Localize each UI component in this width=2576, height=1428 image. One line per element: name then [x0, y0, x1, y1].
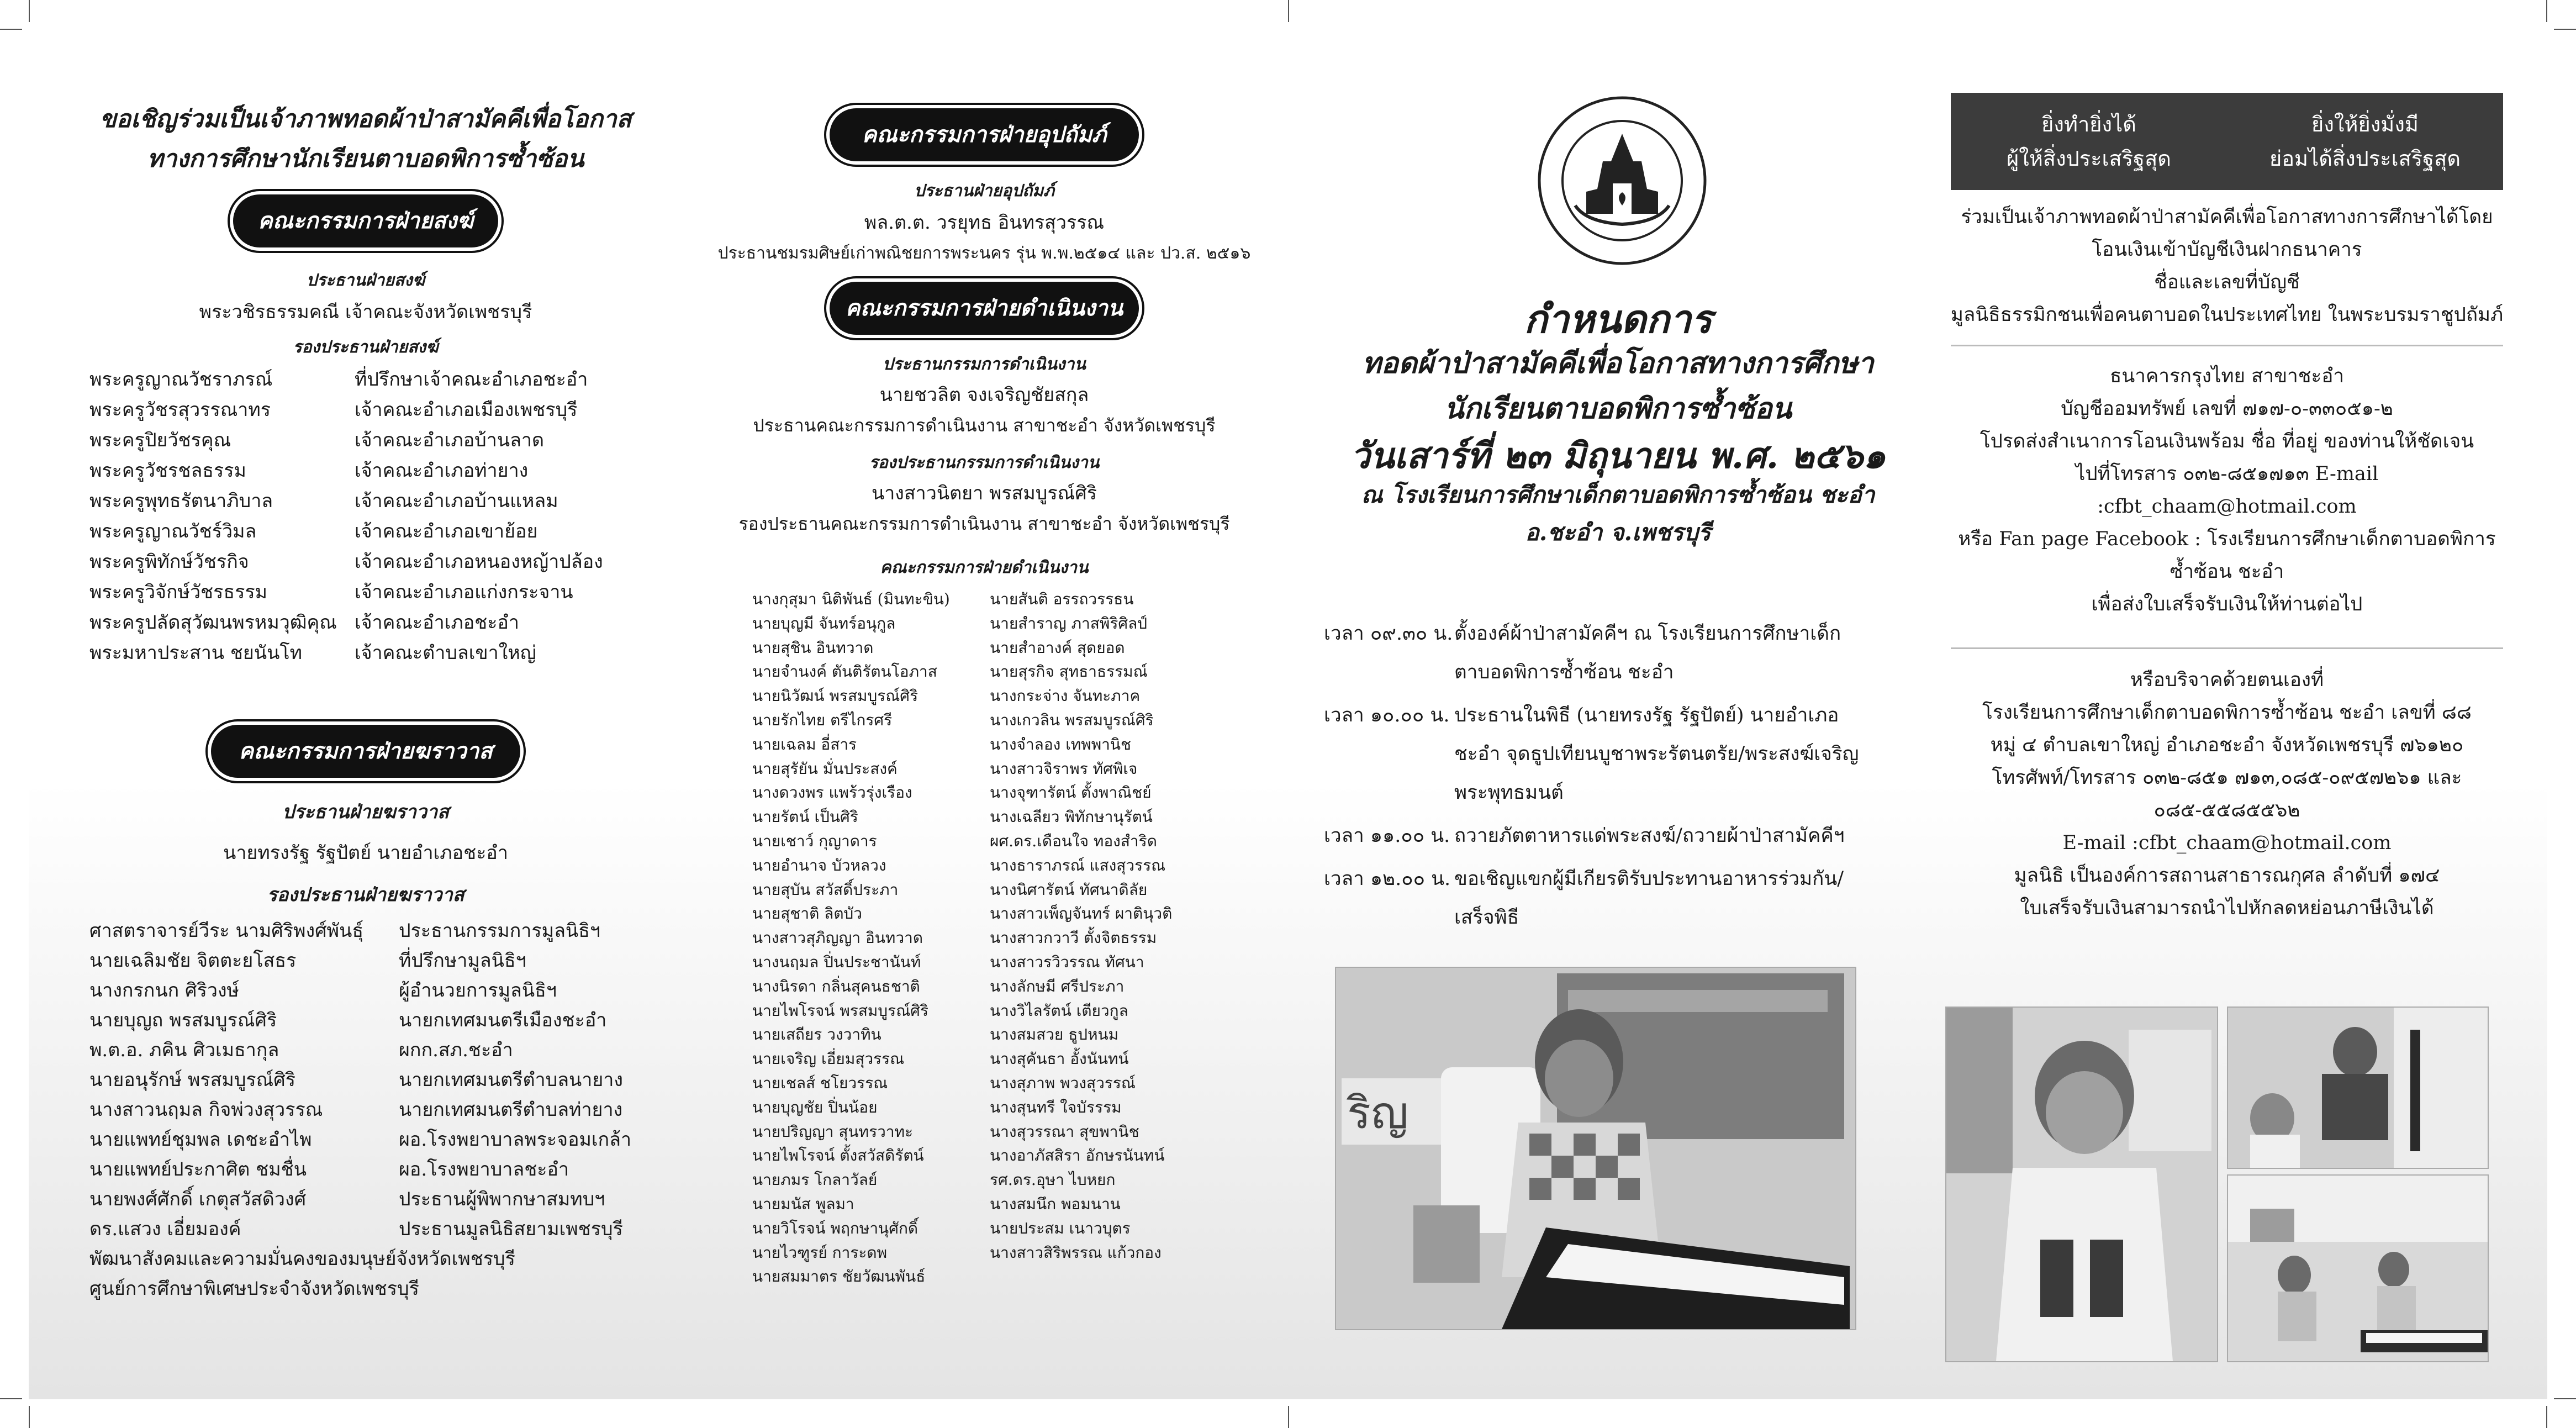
divider [1951, 345, 2503, 346]
panel-schedule [1324, 29, 1912, 1399]
lay-chair: นายทรงรัฐ รัฐปัตย์ นายอำเภอชะอำ [223, 842, 508, 864]
member-name: ผศ.ดร.เดือนใจ ทองสำริด [990, 831, 1157, 850]
list-item [89, 365, 642, 395]
motto-banner [1951, 93, 2503, 190]
invite-line: ขอเชิญร่วมเป็นเจ้าภาพทอดผ้าป่าสามัคคีเพื่อโอกาส [99, 105, 632, 133]
member-name: นายอำนาจ บัวหลวง [752, 856, 886, 874]
schedule-desc: ขอเชิญแขกผู้มีเกียรติรับประทานอาหารร่วมกัน/เสร็จพิธี [1454, 868, 1844, 929]
schedule-time: เวลา ๐๙.๓๐ น. [1324, 623, 1453, 645]
operation-vice-note: รองประธานคณะกรรมการดำเนินงาน สาขาชะอำ จังหวัดเพชรบุรี [738, 513, 1230, 534]
member-role: เจ้าคณะอำเภอหนองหญ้าปล้อง [355, 551, 603, 573]
member-role: เจ้าคณะอำเภอเขาย้อย [355, 520, 538, 542]
list-item [89, 456, 642, 486]
lay-committee-banner: คณะกรรมการฝ่ายฆราวาส [208, 721, 524, 781]
member-name: พระครูวัชรชลธรรม [89, 460, 246, 482]
crop-mark [0, 29, 22, 30]
member-name: นายเฉลม อี่สาร [752, 735, 857, 753]
member-name: นางเฉลียว พิทักษานุรัตน์ [990, 808, 1153, 826]
monk-committee-banner: คณะกรรมการฝ่ายสงฆ์ [230, 191, 502, 251]
member-name: นางนฤมล ปิ่นประชานันท์ [752, 952, 921, 971]
member-role: ประธานมูลนิธิสยามเพชรบุรี [399, 1218, 623, 1240]
member-role: ประธานกรรมการมูลนิธิฯ [399, 920, 600, 942]
donation-info [1945, 201, 2509, 331]
venue-line: อ.ชะอำ จ.เพชรบุรี [1525, 519, 1711, 546]
member-name: นายไพโรจน์ ตั้งสวัสดิรัตน์ [752, 1146, 924, 1165]
bank-line: ไปที่โทรสาร ๐๓๒-๘๕๑๗๑๓ E-mail :cfbt_chaam@hotmail.com [2075, 463, 2379, 518]
member-name: นายสุรกิจ สุทธาธรรมณ์ [990, 662, 1148, 681]
member-role: ผู้อำนวยการมูลนิธิฯ [399, 979, 557, 1002]
member-role: ผอ.โรงพยาบาลพระจอมเกล้า [399, 1129, 632, 1151]
panel-committees-support-operation [708, 29, 1260, 1399]
member-role: เจ้าคณะอำเภอเมืองเพชรบุรี [355, 399, 578, 421]
member-name: นางสาวจิราพร ทัศพิเจ [990, 759, 1138, 778]
member-role: ที่ปรึกษามูลนิธิฯ [399, 950, 526, 972]
lay-chair-label: ประธานฝ่ายฆราวาส [282, 801, 449, 823]
member-name: นางสาวสิริพรรณ แก้วกอง [990, 1243, 1162, 1262]
photo-children-keyboard [2227, 1174, 2489, 1362]
member-name: พระครูพุทธรัตนาภิบาล [89, 490, 273, 512]
schedule-heading: กำหนดการ [1524, 296, 1712, 342]
schedule-item [1324, 614, 1876, 692]
member-name: นายสมมาตร ชัยวัฒนพันธ์ [752, 1267, 926, 1286]
member-role: นายกเทศมนตรีตำบลท่ายาง [399, 1099, 623, 1121]
member-name: ดร.แสวง เอี่ยมองค์ [89, 1218, 241, 1240]
photo-children-keyboard-image [2228, 1176, 2488, 1361]
motto-line: ย่อมได้สิ่งประเสริฐสุด [2269, 146, 2461, 171]
contact-line: หรือบริจาคด้วยตนเองที่ [2130, 669, 2324, 691]
donation-line: ชื่อและเลขที่บัญชี [2154, 271, 2300, 293]
school-logo [1537, 95, 1708, 266]
photo-boy-keyboard [1335, 967, 1856, 1330]
member-extra: พัฒนาสังคมและความมั่นคงของมนุษย์จังหวัดเพชรบุรี [89, 1248, 515, 1270]
member-name: นายเจริญ เอี่ยมสุวรรณ [752, 1050, 905, 1068]
member-name: นายวิโรจน์ พฤกษานุศักดิ์ [752, 1219, 919, 1237]
member-role: เจ้าคณะอำเภอแก่งกระจาน [355, 581, 573, 603]
member-name: นางกรกนก ศิริวงษ์ [89, 979, 239, 1002]
photo-sign-text: ริญ [1347, 1087, 1409, 1139]
bank-line: เพื่อส่งใบเสร็จรับเงินให้ท่านต่อไป [2091, 593, 2363, 615]
schedule-list [1324, 614, 1876, 937]
bank-line: บัญชีออมทรัพย์ เลขที่ ๗๑๗-๐-๓๓๐๕๑-๒ [2061, 398, 2393, 420]
member-name: นายสำราญ ภาสพิริศิลป์ [990, 614, 1148, 633]
operation-chair: นายชวลิต จงเจริญชัยสกุล [879, 384, 1089, 406]
member-name: นายบุญถ พรสมบูรณ์ศิริ [89, 1009, 277, 1031]
schedule-desc: ถวายภัตตาหารแด่พระสงฆ์/ถวายผ้าป่าสามัคคีฯ [1454, 825, 1845, 847]
member-role: ที่ปรึกษาเจ้าคณะอำเภอชะอำ [355, 368, 588, 391]
member-name: นายสันติ อรรถวรรธน [990, 590, 1134, 608]
member-name: นายสุชิน อินทวาด [752, 638, 874, 657]
member-name: นางสาวเพ็ญจันทร์ ผาตินุวติ [990, 904, 1173, 923]
member-name: นางสาวรวิวรรณ ทัศนา [990, 952, 1144, 971]
schedule-time: เวลา ๑๒.๐๐ น. [1324, 868, 1451, 890]
bank-line: หรือ Fan page Facebook : โรงเรียนการศึกษาเด็กตาบอดพิการ [1958, 528, 2496, 550]
operation-members-grid [752, 587, 1216, 1289]
list-item [89, 547, 642, 577]
monk-vice-label: รองประธานฝ่ายสงฆ์ [293, 338, 439, 357]
member-name: นางเกวลิน พรสมบูรณ์ศิริ [990, 710, 1154, 729]
member-name: นางสมนึก พอมนาน [990, 1194, 1121, 1213]
invite-line: ทางการศึกษานักเรียนตาบอดพิการซ้ำซ้อน [147, 145, 584, 173]
crop-mark [2554, 29, 2576, 30]
event-date: วันเสาร์ที่ ๒๓ มิถุนายน พ.ศ. ๒๕๖๑ [1350, 435, 1886, 477]
list-item [89, 1065, 642, 1095]
panel-donation [1945, 29, 2525, 1399]
member-name: นางสุคันธา อั้งนันทน์ [990, 1050, 1129, 1068]
crop-mark [29, 1406, 30, 1428]
contact-line: ใบเสร็จรับเงินสามารถนำไปหักลดหย่อนภาษีเงินได้ [2020, 897, 2434, 919]
event-title-line: ทอดผ้าป่าสามัคคีเพื่อโอกาสทางการศึกษา [1362, 346, 1874, 380]
member-name: พระครูวิจักษ์วัชรธรรม [89, 581, 268, 603]
member-name: นายจำนงค์ ตันติรัตนโอภาส [752, 662, 937, 681]
member-role: นายกเทศมนตรีเมืองชะอำ [399, 1009, 607, 1031]
crop-mark [2546, 0, 2547, 22]
member-name: นายมนัส พูลมา [752, 1194, 854, 1213]
list-item [89, 577, 642, 608]
member-name: พระครูญาณวัชราภรณ์ [89, 368, 273, 391]
operation-committee-banner: คณะกรรมการฝ่ายดำเนินงาน [826, 278, 1142, 338]
contact-info [1945, 664, 2509, 925]
schedule-desc: ประธานในพิธี (นายทรงรัฐ รัฐปัตย์) นายอำเภอชะอำ จุดธูปเทียนบูชาพระรัตนตรัย/พระสงฆ์เจริญพระพุทธมนต์ [1454, 704, 1859, 804]
member-name: นางกระจ่าง จันทะภาค [990, 687, 1141, 705]
brochure-sheet [29, 29, 2547, 1399]
member-name: นายแพทย์ประกาศิต ชมชื่น [89, 1158, 307, 1181]
motto-line: ยิ่งให้ยิ่งมั่งมี [2311, 112, 2419, 136]
member-name: นายรัตน์ เป็นศิริ [752, 808, 858, 826]
contact-line: โรงเรียนการศึกษาเด็กตาบอดพิการซ้ำซ้อน ชะอำ เลขที่ ๘๘ [1982, 702, 2472, 724]
member-name: นายสุรัยัน มั่นประสงค์ [752, 759, 898, 778]
member-name: พระครูวัชรสุวรรณาทร [89, 399, 271, 421]
member-name: นายบุญมี จันทร์อนุกูล [752, 614, 896, 633]
member-name: พระครูปิยวัชรคุณ [89, 429, 231, 451]
list-item [89, 1155, 642, 1184]
donation-line: โอนเงินเข้าบัญชีเงินฝากธนาคาร [2092, 239, 2362, 261]
member-name: นางวิไลรัตน์ เตียวกูล [990, 1001, 1128, 1020]
operation-chair-note: ประธานคณะกรรมการดำเนินงาน สาขาชะอำ จังหวัดเพชรบุรี [753, 415, 1216, 436]
fold-mark [1288, 1406, 1289, 1428]
member-name: นางนิศารัตน์ ทัศนาดิลัย [990, 880, 1148, 899]
member-name: นายปริญญา สุนทรวาทะ [752, 1122, 914, 1141]
list-item [89, 638, 642, 668]
list-item [89, 1035, 642, 1065]
member-name: นางจุฑารัตน์ ตั้งพาณิชย์ [990, 783, 1152, 802]
list-item [89, 1274, 642, 1304]
member-role: ผอ.โรงพยาบาลชะอำ [399, 1158, 569, 1181]
list-item [89, 395, 642, 425]
donation-line: มูลนิธิธรรมิกชนเพื่อคนตาบอดในประเทศไทย ในพระบรมราชูปถัมภ์ [1950, 304, 2504, 326]
list-item [89, 946, 642, 976]
motto-line: ผู้ให้สิ่งประเสริฐสุด [2007, 146, 2171, 171]
support-chair-label: ประธานฝ่ายอุปถัมภ์ [914, 181, 1054, 201]
member-name: นายไพโรจน์ พรสมบูรณ์ศิริ [752, 1001, 928, 1020]
monk-chair: พระวชิรธรรมคณี เจ้าคณะจังหวัดเพชรบุรี [199, 301, 532, 323]
member-role: เจ้าคณะอำเภอบ้านลาด [355, 429, 545, 451]
list-item [89, 486, 642, 517]
photo-teacher-violin-image [2228, 1008, 2488, 1168]
bank-info [1945, 360, 2509, 621]
member-name: นางสาวนฤมล กิจพ่วงสุวรรณ [89, 1099, 323, 1121]
list-item [89, 1184, 642, 1214]
schedule-time: เวลา ๑๑.๐๐ น. [1324, 825, 1450, 847]
crop-mark [2554, 1398, 2576, 1399]
lay-members-list [89, 916, 642, 1304]
member-name: นายนิวัฒน์ พรสมบูรณ์ศิริ [752, 687, 919, 705]
contact-line: E-mail :cfbt_chaam@hotmail.com [2062, 832, 2392, 854]
event-title [1324, 341, 1912, 481]
member-name: พระมหาประสาน ชยนันโท [89, 642, 303, 664]
member-role: เจ้าคณะอำเภอท่ายาง [355, 460, 529, 482]
member-name: นางสุนทรี ใจบัรรรม [990, 1098, 1122, 1116]
list-item [89, 1095, 642, 1125]
lay-vice-label: รองประธานฝ่ายฆราวาส [267, 884, 464, 906]
member-name: นายสำอางค์ สุดยอด [990, 638, 1125, 657]
contact-line: มูลนิธิ เป็นองค์การสถานสาธารณกุศล ลำดับที่ ๑๗๔ [2014, 865, 2440, 887]
operation-chair-label: ประธานกรรมการดำเนินงาน [883, 355, 1086, 374]
member-name: นายไวฑูรย์ การะดพ [752, 1243, 888, 1262]
member-name: นางสุภาพ พวงสุวรรณ์ [990, 1073, 1136, 1092]
list-item [89, 916, 642, 946]
schedule-item [1324, 816, 1876, 855]
fold-mark [1288, 0, 1289, 22]
motto-line: ยิ่งทำยิ่งได้ [2041, 112, 2136, 136]
member-name: นายแพทย์ชุมพล เดชะอำไพ [89, 1129, 312, 1151]
donation-line: ร่วมเป็นเจ้าภาพทอดผ้าป่าสามัคคีเพื่อโอกาสทางการศึกษาได้โดย [1961, 206, 2493, 228]
member-name: นายรักไทย ตรีไกรศรี [752, 710, 893, 729]
event-title-line: นักเรียนตาบอดพิการซ้ำซ้อน [1444, 392, 1792, 425]
bank-line: ซ้ำซ้อน ชะอำ [2169, 561, 2284, 583]
member-name: รศ.ดร.อุษา ไบหยก [990, 1171, 1116, 1189]
member-role: เจ้าคณะตำบลเขาใหญ่ [355, 642, 536, 664]
member-extra: ศูนย์การศึกษาพิเศษประจำจังหวัดเพชรบุรี [89, 1278, 419, 1300]
member-role: เจ้าคณะอำเภอบ้านแหลม [355, 490, 558, 512]
invite-heading [89, 99, 642, 179]
member-name: พ.ต.อ. ภคิน ศิวเมธากุล [89, 1039, 279, 1061]
member-name: นายบุญชัย ปิ่นน้อย [752, 1098, 878, 1116]
schedule-item [1324, 860, 1876, 937]
motto-right [2227, 93, 2503, 190]
member-name: นางสมสวย ธูปหนม [990, 1025, 1119, 1044]
venue-line: ณ โรงเรียนการศึกษาเด็กตาบอดพิการซ้ำซ้อน ชะอำ [1361, 481, 1875, 508]
member-name: นางธาราภรณ์ แสงสุวรรณ [990, 856, 1166, 874]
operation-vice-label: รองประธานกรรมการดำเนินงาน [869, 453, 1100, 472]
support-chair: พล.ต.ต. วรยุทธ อินทรสุวรรณ [864, 212, 1105, 234]
list-item [89, 1125, 642, 1155]
member-role: นายกเทศมนตรีตำบลนายาง [399, 1069, 623, 1091]
photo-teacher-violin [2227, 1007, 2489, 1169]
member-role: ผกก.สภ.ชะอำ [399, 1039, 513, 1061]
support-chair-note: ประธานชมรมศิษย์เก่าพณิชยการพระนคร รุ่น พ.พ.๒๕๑๔ และ ปว.ส. ๒๕๑๖ [717, 244, 1251, 263]
school-logo-icon [1537, 95, 1708, 266]
crop-mark [0, 1398, 22, 1399]
crop-mark [29, 0, 30, 22]
member-name: นายประสม เนาวบุตร [990, 1219, 1131, 1237]
member-name: นายเชลส์ ชโยวรรณ [752, 1073, 888, 1092]
list-item [89, 1244, 642, 1274]
crop-mark [2546, 1406, 2547, 1428]
schedule-desc: ตั้งองค์ผ้าป่าสามัคคีฯ ณ โรงเรียนการศึกษาเด็กตาบอดพิการซ้ำซ้อน ชะอำ [1454, 623, 1841, 683]
list-item [89, 1214, 642, 1244]
contact-line: โทรศัพท์/โทรสาร ๐๓๒-๘๕๑ ๗๑๓,๐๘๕-๐๙๕๗๒๖๑ และ [1992, 767, 2462, 789]
member-name: นางกุสุมา นิติพันธ์ (มินทะขิน) [752, 590, 950, 608]
member-role: เจ้าคณะอำเภอชะอำ [355, 612, 519, 634]
motto-left [1951, 93, 2227, 190]
list-item [89, 517, 642, 547]
contact-line: ๐๘๕-๕๕๘๕๕๖๒ [2153, 799, 2300, 821]
photo-child-standing [1945, 1007, 2218, 1362]
member-name: นายเชาว์ กุญาดาร [752, 831, 877, 850]
event-venue [1324, 476, 1912, 551]
member-name: ศาสตราจารย์วีระ นามศิริพงศ์พันธุ์ [89, 920, 364, 942]
member-name: นายสุชาติ ลิตบัว [752, 904, 863, 923]
list-item [89, 425, 642, 456]
operation-members-label: คณะกรรมการฝ่ายดำเนินงาน [880, 558, 1089, 577]
member-name: นางสาวสุภิญญา อินทวาด [752, 929, 923, 947]
photo-boy-keyboard-image [1336, 968, 1855, 1329]
list-item [89, 976, 642, 1005]
monk-chair-label: ประธานฝ่ายสงฆ์ [306, 271, 425, 290]
member-name: พระครูปลัดสุวัฒนพรหมวุฒิคุณ [89, 612, 337, 634]
member-name: นางจำลอง เทพพานิช [990, 735, 1132, 753]
member-name: นายเสถียร วงวาทิน [752, 1025, 881, 1044]
panel-committees-monk-lay [89, 29, 642, 1399]
bank-line: โปรดส่งสำเนาการโอนเงินพร้อม ชื่อ ที่อยู่ ของท่านให้ชัดเจน [1979, 430, 2474, 452]
bank-line: ธนาคารกรุงไทย สาขาชะอำ [2109, 365, 2345, 387]
member-role: ประธานผู้พิพากษาสมทบฯ [399, 1188, 605, 1210]
contact-line: หมู่ ๔ ตำบลเขาใหญ่ อำเภอชะอำ จังหวัดเพชรบุรี ๗๖๑๒๐ [1990, 734, 2464, 756]
support-committee-banner: คณะกรรมการฝ่ายอุปถัมภ์ [826, 105, 1142, 165]
schedule-time: เวลา ๑๐.๐๐ น. [1324, 704, 1450, 726]
divider [1951, 647, 2503, 649]
member-name: พระครูญาณวัชร์วิมล [89, 520, 257, 542]
member-name: นางสาวกวาวี ตั้งจิตธรรม [990, 929, 1157, 947]
member-name: นางดวงพร แพร้วรุ่งเรือง [752, 783, 912, 802]
list-item [89, 608, 642, 638]
member-name: นางอาภัสสิรา อักษรนันทน์ [990, 1146, 1165, 1165]
member-name: นางสุวรรณา สุขพานิช [990, 1122, 1139, 1141]
member-name: นายอนุรักษ์ พรสมบูรณ์ศิริ [89, 1069, 296, 1091]
member-name: นายภมร โกลาวัลย์ [752, 1171, 878, 1189]
schedule-item [1324, 696, 1876, 812]
member-name: นายเฉลิมชัย จิตตะยโสธร [89, 950, 297, 972]
member-name: นางนิรดา กลิ่นสุคนธชาติ [752, 977, 920, 995]
monk-members-list [89, 365, 642, 668]
member-name: พระครูพิทักษ์วัชรกิจ [89, 551, 249, 573]
photo-child-standing-image [1946, 1008, 2217, 1361]
member-name: นายพงศ์ศักดิ์ เกตุสวัสดิวงศ์ [89, 1188, 307, 1210]
member-name: นางลักษมี ศรีประภา [990, 977, 1125, 995]
member-name: นายสุบัน สวัสดิ์ประภา [752, 880, 899, 899]
list-item [89, 1005, 642, 1035]
operation-vice: นางสาวนิตยา พรสมบูรณ์ศิริ [871, 482, 1097, 504]
